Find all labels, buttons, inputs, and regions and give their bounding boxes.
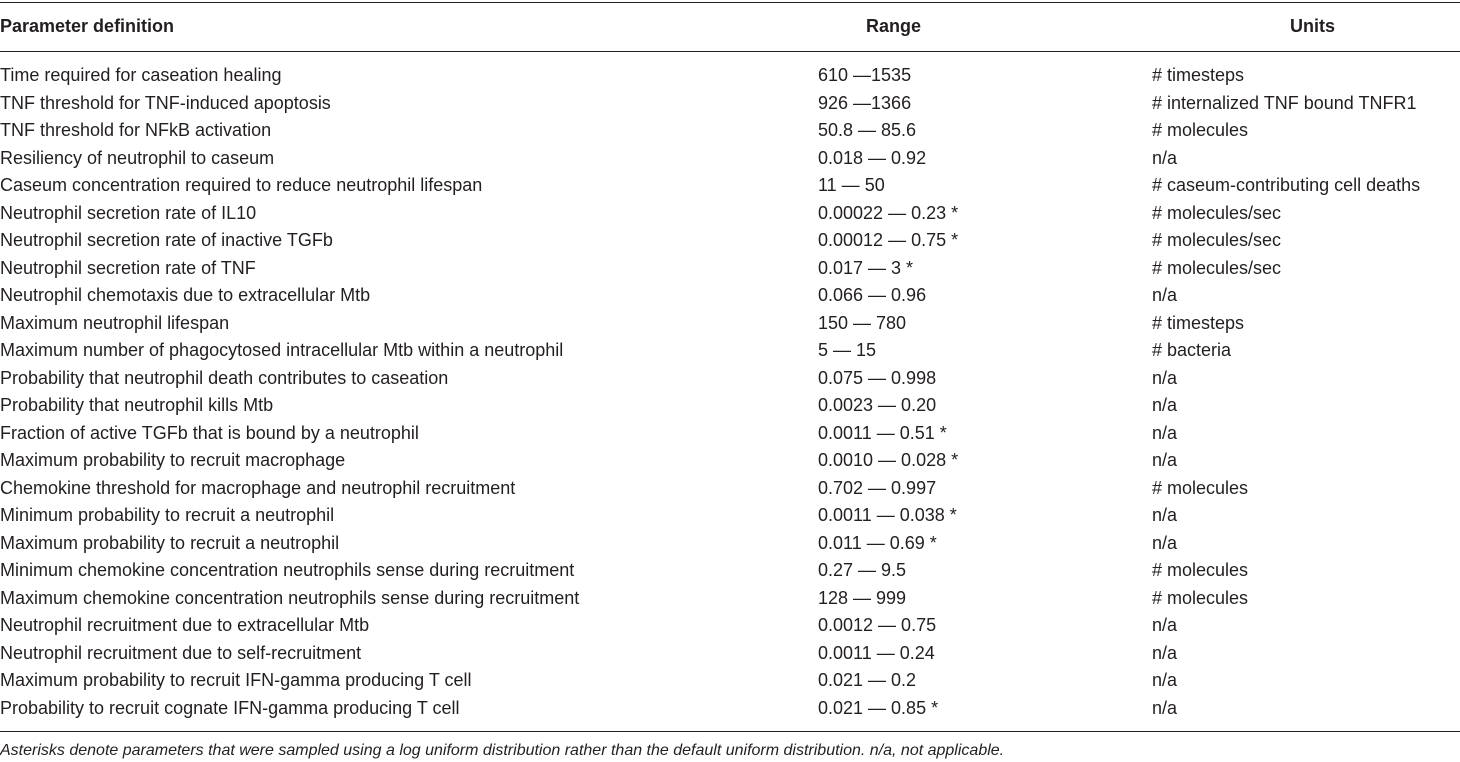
table-row [0,282,1460,310]
cell-parameter-definition: Maximum chemokine concentration neutrophils sense during recruitment [0,587,580,608]
cell-units: # molecules [1152,560,1249,580]
table-row [0,145,1460,173]
table-row [0,62,1460,90]
table-row [0,447,1460,475]
header-range: Range [866,16,922,36]
cell-range: 0.0011 — 0.51 * [818,422,947,443]
table-row [0,695,1460,723]
cell-units: # molecules/sec [1152,202,1282,223]
table-row [0,420,1460,448]
cell-range: 5 — 15 [818,340,877,360]
cell-units: n/a [1152,505,1178,525]
cell-parameter-definition: Resiliency of neutrophil to caseum [0,147,275,168]
cell-units: # caseum-contributing cell deaths [1152,175,1421,195]
table-row [0,557,1460,585]
cell-parameter-definition: Maximum neutrophil lifespan [0,312,230,333]
cell-units: n/a [1152,285,1178,305]
cell-units: n/a [1152,697,1178,718]
cell-parameter-definition: Neutrophil secretion rate of IL10 [0,202,257,223]
cell-units: n/a [1152,395,1178,415]
cell-range: 50.8 — 85.6 [818,120,917,140]
table-row [0,612,1460,640]
cell-parameter-definition: Chemokine threshold for macrophage and neutrophil recruitment [0,477,516,498]
cell-range: 0.075 — 0.998 [818,367,937,388]
table-footnote: Asterisks denote parameters that were sampled using a log uniform distribution rather than the default uniform distribution. n/a, not applicable. [0,742,1005,759]
cell-range: 0.0011 — 0.24 [818,642,935,663]
table-row [0,227,1460,255]
cell-units: n/a [1152,147,1178,168]
table-row [0,337,1460,365]
cell-units: n/a [1152,615,1178,635]
cell-parameter-definition: Probability that neutrophil death contributes to caseation [0,367,449,388]
table-row [0,667,1460,695]
cell-range: 0.011 — 0.69 * [818,532,937,553]
cell-parameter-definition: TNF threshold for NFkB activation [0,120,272,140]
cell-units: # molecules [1152,477,1249,498]
table-row [0,585,1460,613]
table-row [0,640,1460,668]
cell-range: 0.0012 — 0.75 [818,615,937,635]
table-row [0,365,1460,393]
cell-units: n/a [1152,642,1178,663]
table-row [0,502,1460,530]
cell-range: 0.021 — 0.2 [818,670,917,690]
table-row [0,200,1460,228]
table-row [0,172,1460,200]
table-row [0,90,1460,118]
cell-parameter-definition: Fraction of active TGFb that is bound by a neutrophil [0,422,419,443]
cell-parameter-definition: Neutrophil secretion rate of TNF [0,257,256,278]
cell-range: 0.0023 — 0.20 [818,395,937,415]
cell-parameter-definition: Minimum probability to recruit a neutrophil [0,505,335,525]
table-row [0,117,1460,145]
cell-range: 128 — 999 [818,587,907,608]
cell-units: n/a [1152,532,1178,553]
cell-parameter-definition: Maximum probability to recruit macrophage [0,450,346,470]
cell-units: # molecules [1152,120,1249,140]
cell-units: n/a [1152,422,1178,443]
cell-range: 0.27 — 9.5 [818,560,907,580]
header-parameter-definition: Parameter definition [0,16,175,36]
cell-units: n/a [1152,670,1178,690]
cell-range: 0.702 — 0.997 [818,477,937,498]
cell-range: 0.00022 — 0.23 * [818,202,959,223]
cell-parameter-definition: Maximum probability to recruit a neutrophil [0,532,340,553]
cell-units: n/a [1152,367,1178,388]
table-row [0,392,1460,420]
cell-range: 0.0011 — 0.038 * [818,505,957,525]
cell-units: # timesteps [1152,65,1245,85]
table-row [0,310,1460,338]
cell-units: n/a [1152,450,1178,470]
cell-parameter-definition: Caseum concentration required to reduce neutrophil lifespan [0,175,483,195]
cell-units: # internalized TNF bound TNFR1 [1152,92,1417,113]
cell-range: 0.066 — 0.96 [818,285,927,305]
cell-range: 926 —1366 [818,92,912,113]
cell-range: 150 — 780 [818,312,907,333]
cell-range: 0.00012 — 0.75 * [818,230,959,250]
cell-range: 0.0010 — 0.028 * [818,450,959,470]
cell-parameter-definition: Neutrophil recruitment due to self-recruitment [0,642,362,663]
cell-range: 11 — 50 [818,175,885,195]
cell-range: 0.018 — 0.92 [818,147,927,168]
cell-units: # molecules/sec [1152,257,1282,278]
table-row [0,475,1460,503]
cell-parameter-definition: Maximum probability to recruit IFN-gamma producing T cell [0,670,472,690]
table-row [0,530,1460,558]
cell-parameter-definition: Probability to recruit cognate IFN-gamma producing T cell [0,697,460,718]
cell-range: 0.021 — 0.85 * [818,697,939,718]
cell-units: # timesteps [1152,312,1245,333]
cell-range: 0.017 — 3 * [818,257,914,278]
header-units: Units [1290,16,1335,36]
table-header-row [0,2,1460,51]
cell-parameter-definition: Time required for caseation healing [0,65,282,85]
cell-parameter-definition: Minimum chemokine concentration neutrophils sense during recruitment [0,560,575,580]
table-header-rule [0,51,1460,52]
table-body [0,62,1460,722]
table-bottom-rule [0,731,1460,732]
cell-parameter-definition: TNF threshold for TNF-induced apoptosis [0,92,331,113]
cell-parameter-definition: Neutrophil recruitment due to extracellular Mtb [0,615,370,635]
cell-units: # bacteria [1152,340,1232,360]
cell-parameter-definition: Maximum number of phagocytosed intracellular Mtb within a neutrophil [0,340,564,360]
cell-range: 610 —1535 [818,65,912,85]
table-row [0,255,1460,283]
cell-units: # molecules [1152,587,1249,608]
cell-parameter-definition: Neutrophil chemotaxis due to extracellular Mtb [0,285,371,305]
cell-units: # molecules/sec [1152,230,1282,250]
cell-parameter-definition: Probability that neutrophil kills Mtb [0,395,274,415]
cell-parameter-definition: Neutrophil secretion rate of inactive TGFb [0,230,333,250]
